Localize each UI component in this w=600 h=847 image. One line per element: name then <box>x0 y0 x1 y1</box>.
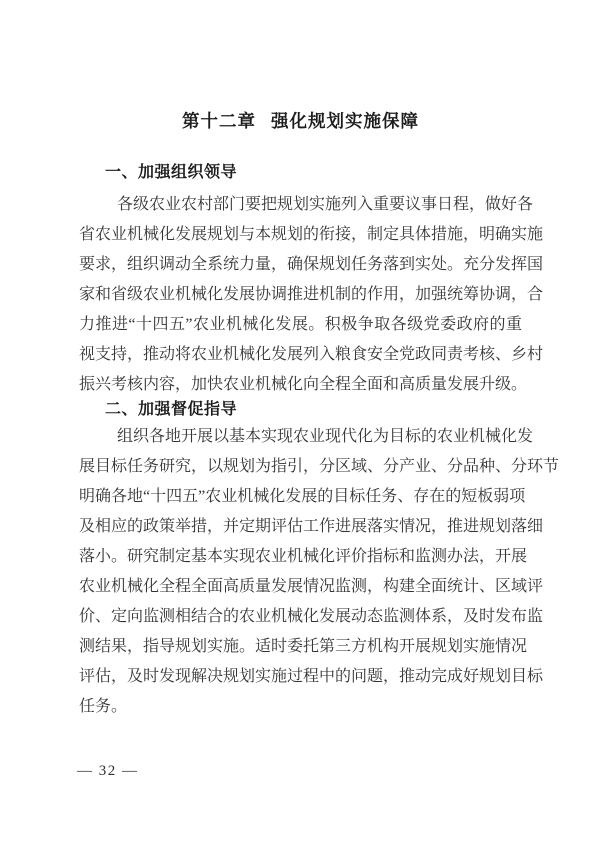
paragraph-line: 家和省级农业机械化发展协调推进机制的作用，加强统筹协调，合 <box>79 286 544 303</box>
section-1-paragraph <box>79 190 544 400</box>
paragraph-line: 省农业机械化发展规划与本规划的衔接，制定具体措施，明确实施 <box>79 226 544 243</box>
paragraph-line: 明确各地“十四五”农业机械化发展的目标任务、存在的短板弱项 <box>79 488 526 505</box>
chapter-number: 第十二章 <box>182 111 256 131</box>
page-content <box>79 0 560 722</box>
chapter-title <box>79 111 522 132</box>
chapter-name: 强化规划实施保障 <box>271 111 419 131</box>
paragraph-line: 各级农业农村部门要把规划实施列入重要议事日程，做好各 <box>117 196 534 213</box>
paragraph-line: 振兴考核内容，加快农业机械化向全程全面和高质量发展升级。 <box>79 376 528 393</box>
paragraph-line: 视支持，推动将农业机械化发展列入粮食安全党政同责考核、乡村 <box>79 346 544 363</box>
paragraph-line: 任务。 <box>79 698 128 715</box>
page-number: — 32 — <box>77 763 139 779</box>
paragraph-line: 要求，组织调动全系统力量，确保规划任务落到实处。充分发挥国 <box>79 256 544 273</box>
paragraph-line: 落小。研究制定基本实现农业机械化评价指标和监测办法，开展 <box>79 548 528 565</box>
paragraph-line: 测结果，指导规划实施。适时委托第三方机构开展规划实施情况 <box>79 638 528 655</box>
section-2-paragraph <box>79 422 560 722</box>
paragraph-line: 评估，及时发现解决规划实施过程中的问题，推动完成好规划目标 <box>79 668 544 685</box>
paragraph-line: 展目标任务研究，以规划为指引，分区域、分产业、分品种、分环节 <box>79 458 560 475</box>
paragraph-line: 价、定向监测相结合的农业机械化发展动态监测体系，及时发布监 <box>79 608 544 625</box>
paragraph-line: 农业机械化全程全面高质量发展情况监测，构建全面统计、区域评 <box>79 578 544 595</box>
paragraph-line: 及相应的政策举措，并定期评估工作进展落实情况，推进规划落细 <box>79 518 544 535</box>
section-heading-2: 二、加强督促指导 <box>105 401 238 418</box>
paragraph-line: 力推进“十四五”农业机械化发展。积极争取各级党委政府的重 <box>79 316 522 333</box>
section-heading-1: 一、加强组织领导 <box>105 164 238 181</box>
paragraph-line: 组织各地开展以基本实现农业现代化为目标的农业机械化发 <box>117 428 534 445</box>
